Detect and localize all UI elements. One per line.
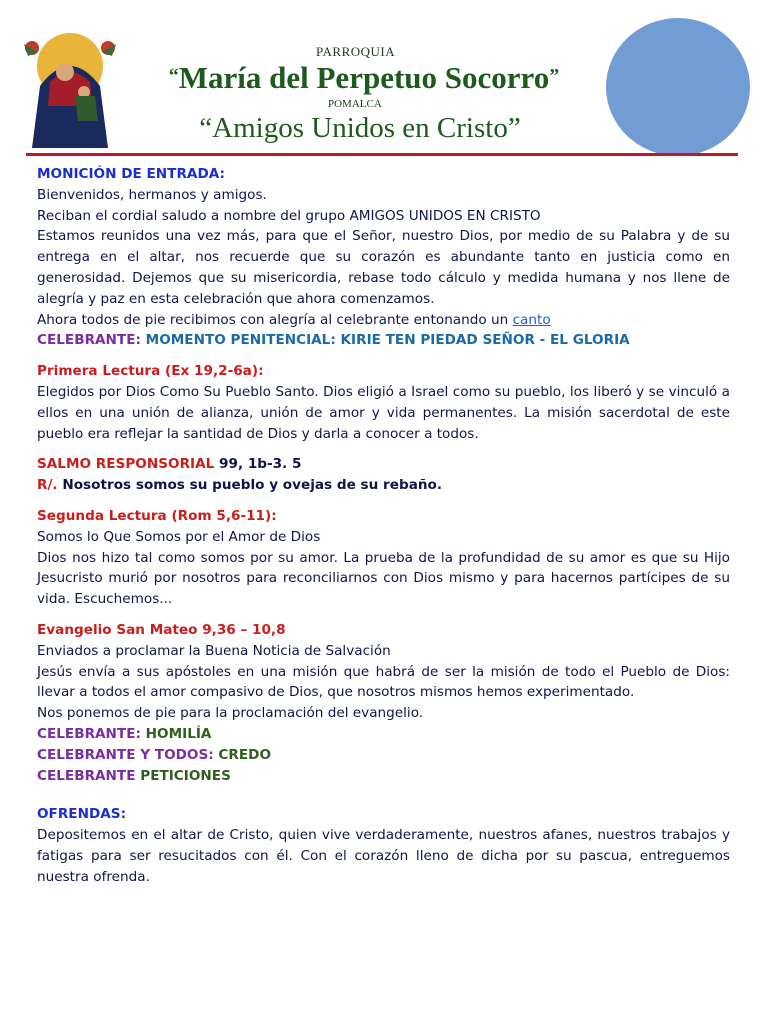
penitencial-line: CELEBRANTE: MOMENTO PENITENCIAL: KIRIE TEN PIEDAD SEÑOR - EL GLORIA [37, 332, 630, 349]
primera-lectura-heading: Primera Lectura (Ex 19,2-6a): [37, 363, 264, 380]
monicion-body: Estamos reunidos una vez más, para que el Señor, nuestro Dios, por medio de su Palabra y de su entrega en el altar, nos recuerde que su corazón es abundante tanto en justicia como en generosidad. Dejemos que su misericordia, rebase todo cálculo y medida humana y nos llene de alegría y paz en esta celebración que ahora comenzamos. [37, 228, 730, 307]
primera-lectura-section [37, 361, 730, 444]
evangelio-section [37, 620, 730, 724]
monicion-line4: Ahora todos de pie recibimos con alegría al celebrante entonando un canto [37, 311, 551, 328]
liturgy-content [37, 164, 730, 888]
evangelio-line3: Nos ponemos de pie para la proclamación del evangelio. [37, 705, 424, 722]
salmo-heading: SALMO RESPONSORIAL 99, 1b-3. 5 [37, 456, 302, 473]
salmo-response: R/. Nosotros somos su pueblo y ovejas de su rebaño. [37, 477, 443, 494]
parroquia-label: PARROQUIA [316, 44, 396, 59]
ofrendas-heading: OFRENDAS: [37, 806, 127, 823]
parish-title: “María del Perpetuo Socorro” [168, 60, 560, 95]
salmo-section [37, 454, 730, 496]
pomalca-label: POMALCA [328, 98, 382, 110]
segunda-lectura-heading: Segunda Lectura (Rom 5,6-11): [37, 507, 277, 524]
ofrendas-body: Depositemos en el altar de Cristo, quien vive verdaderamente, nuestros afanes, nuestros trabajos y fatigas para ser resucitados con él. Con el corazón lleno de dicha por su pascua, entreguemos nuestra ofrenda. [37, 827, 730, 885]
group-subtitle: “Amigos Unidos en Cristo” [199, 112, 521, 144]
monicion-section [37, 164, 730, 330]
segunda-lectura-section [37, 506, 730, 610]
monicion-heading: MONICIÓN DE ENTRADA: [37, 166, 225, 182]
header-divider [26, 153, 738, 156]
credo-line: CELEBRANTE Y TODOS: CREDO [37, 746, 272, 763]
evangelio-body: Jesús envía a sus apóstoles en una misión que habrá de ser la misión de todo el Pueblo de Dios: llevar a todos el amor compasivo de Dios, que nosotros mismos hemos experimentado. [37, 663, 730, 701]
virgin-icon-image [20, 26, 120, 148]
ofrendas-section [37, 804, 730, 887]
blue-circle-shape [606, 18, 750, 156]
monicion-line2: Reciban el cordial saludo a nombre del grupo AMIGOS UNIDOS EN CRISTO [37, 207, 541, 224]
primera-lectura-body: Elegidos por Dios Como Su Pueblo Santo. Dios eligió a Israel como su pueblo, los liberó y se vinculó a ellos en una unión de alianza, unión de amor y vida permanentes. La misión sacerdotal de este pueblo era reflejar la santidad de Dios y darla a conocer a todos. [37, 383, 730, 442]
homilia-line: CELEBRANTE: HOMILÍA [37, 725, 212, 742]
monicion-line1: Bienvenidos, hermanos y amigos. [37, 186, 267, 203]
segunda-lectura-line1: Somos lo Que Somos por el Amor de Dios [37, 528, 321, 545]
canto-link[interactable]: canto [512, 311, 551, 328]
peticiones-line: CELEBRANTE PETICIONES [37, 767, 231, 784]
segunda-lectura-body: Dios nos hizo tal como somos por su amor. La prueba de la profundidad de su amor es que su Hijo Jesucristo murió por nosotros para reconciliarnos con Dios mismo y para hacernos partícipes de su vida. Escuchemos... [37, 549, 730, 608]
evangelio-heading: Evangelio San Mateo 9,36 – 10,8 [37, 621, 286, 638]
evangelio-line1: Enviados a proclamar la Buena Noticia de Salvación [37, 642, 391, 659]
page-header [0, 0, 768, 160]
